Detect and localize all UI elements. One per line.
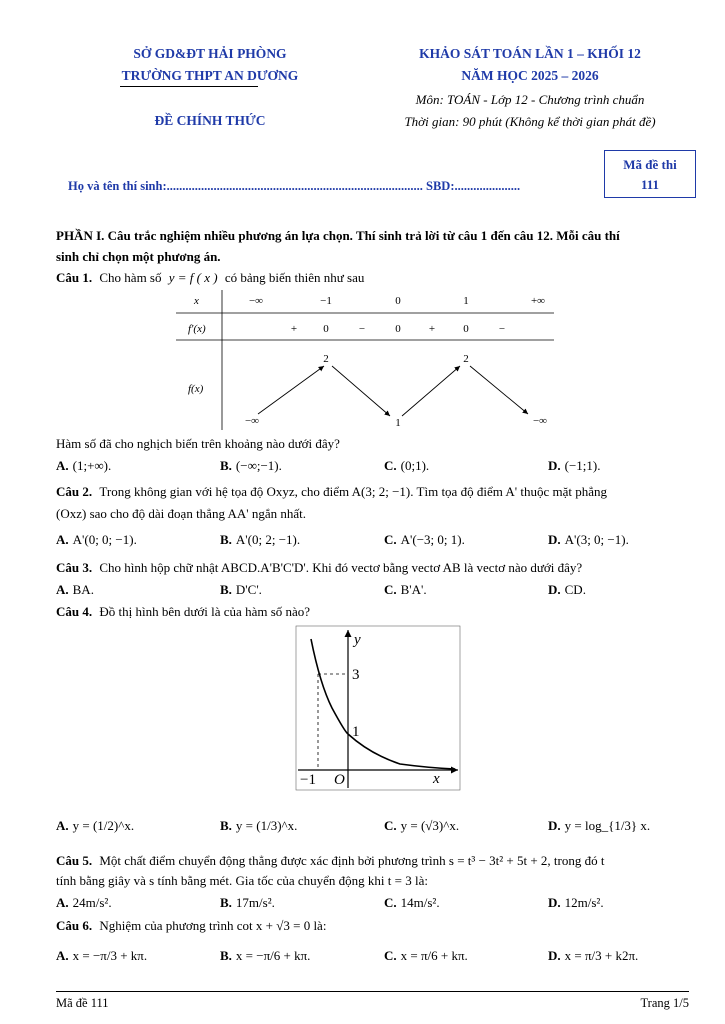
option-text: x = −π/6 + kπ. xyxy=(235,948,311,963)
q5-line2: tính bằng giây và s tính bằng mét. Gia tốc của chuyển động khi t = 3 là: xyxy=(56,873,428,888)
candidate-line: Họ và tên thí sinh:.................................................................................. SBD:..................... xyxy=(68,179,521,193)
row-label-x: x xyxy=(194,295,199,307)
q2-text-1: Trong không gian với hệ tọa độ Oxyz, cho điểm A(3; 2; −1). Tìm tọa độ điểm A' thuộc mặt phẳng xyxy=(99,484,607,499)
q4-option-c xyxy=(384,818,459,834)
q2-option-d xyxy=(548,532,629,548)
q3-line1 xyxy=(56,560,689,576)
duration-line: Thời gian: 90 phút (Không kể thời gian phát đề) xyxy=(404,114,656,129)
option-label: C. xyxy=(384,948,397,963)
option-text: x = π/6 + kπ. xyxy=(400,948,468,963)
arrow-up-2 xyxy=(402,366,460,416)
school-year: NĂM HỌC 2025 – 2026 xyxy=(461,68,599,83)
f-limit-value: −∞ xyxy=(532,415,548,427)
x-axis-label: x xyxy=(433,771,440,787)
option-text: (−1;1). xyxy=(564,458,601,473)
option-text: 24m/s². xyxy=(72,895,112,910)
q5-option-a xyxy=(56,895,112,911)
q5-text-1: Một chất điểm chuyển động thẳng được xác định bởi phương trình s = t³ − 3t² + 5t + 2, trong đó t xyxy=(99,853,605,868)
q1-option-a xyxy=(56,458,111,474)
q6-label: Câu 6. xyxy=(56,918,93,933)
x-value: 1 xyxy=(463,295,469,307)
sign-value: 0 xyxy=(323,323,329,335)
exam-code-value: 111 xyxy=(640,177,660,192)
q3-option-b xyxy=(220,582,262,598)
dept-name: SỞ GD&ĐT HẢI PHÒNG xyxy=(133,46,287,61)
f-min-value: 1 xyxy=(395,417,401,429)
arrow-up-1 xyxy=(258,366,324,414)
q5-line1 xyxy=(56,853,689,869)
q2-option-c xyxy=(384,532,465,548)
option-label: B. xyxy=(220,458,232,473)
q1-option-b xyxy=(220,458,282,474)
q1-label: Câu 1. xyxy=(56,270,93,285)
q6-option-c xyxy=(384,948,468,964)
q4-text-1: Đồ thị hình bên dưới là của hàm số nào? xyxy=(99,604,311,619)
tick-xm1: −1 xyxy=(300,772,316,788)
sign-value: 0 xyxy=(463,323,469,335)
option-text: x = −π/3 + kπ. xyxy=(72,948,148,963)
row-label-fprime: f'(x) xyxy=(188,323,206,335)
option-label: B. xyxy=(220,818,232,833)
q1-text-b: có bảng biến thiên như sau xyxy=(224,270,365,285)
x-value: 0 xyxy=(395,295,401,307)
q4-line1 xyxy=(56,604,689,620)
q2-option-b xyxy=(220,532,300,548)
option-text: D'C'. xyxy=(235,582,262,597)
option-label: B. xyxy=(220,895,232,910)
option-label: A. xyxy=(56,818,69,833)
option-text: 17m/s². xyxy=(235,895,275,910)
option-text: 14m/s². xyxy=(400,895,440,910)
q6-text-1: Nghiệm của phương trình cot x + √3 = 0 là: xyxy=(99,918,327,933)
sign-value: − xyxy=(498,323,506,335)
option-label: D. xyxy=(548,532,561,547)
option-text: y = (√3)^x. xyxy=(400,818,460,833)
q2-option-a xyxy=(56,532,137,548)
exam-title: KHẢO SÁT TOÁN LẦN 1 – KHỐI 12 xyxy=(419,46,641,61)
y-axis-label: y xyxy=(354,632,361,648)
graph-curve xyxy=(311,639,455,769)
option-label: D. xyxy=(548,948,561,963)
q6-option-d xyxy=(548,948,638,964)
option-label: A. xyxy=(56,948,69,963)
option-label: A. xyxy=(56,458,69,473)
exam-code-label: Mã đề thi xyxy=(623,157,677,172)
q3-label: Câu 3. xyxy=(56,560,93,575)
option-text: A'(0; 0; −1). xyxy=(72,532,137,547)
q3-option-d xyxy=(548,582,586,598)
footer-page: Trang 1/5 xyxy=(640,996,689,1010)
x-value: +∞ xyxy=(530,295,546,307)
f-max-value: 2 xyxy=(323,353,329,365)
option-label: C. xyxy=(384,582,397,597)
school-underline xyxy=(120,86,258,87)
x-value: −1 xyxy=(320,295,332,307)
q4-label: Câu 4. xyxy=(56,604,93,619)
q1-option-c xyxy=(384,458,429,474)
option-text: A'(−3; 0; 1). xyxy=(400,532,465,547)
option-text: 12m/s². xyxy=(564,895,604,910)
q3-option-c xyxy=(384,582,427,598)
q1-question: Hàm số đã cho nghịch biến trên khoảng nào dưới đây? xyxy=(56,436,340,451)
option-label: D. xyxy=(548,582,561,597)
q1-text-a: Cho hàm số xyxy=(99,270,162,285)
arrow-down-2 xyxy=(470,366,528,414)
q2-line2: (Oxz) sao cho độ dài đoạn thẳng AA' ngắn nhất. xyxy=(56,506,307,521)
q6-option-a xyxy=(56,948,147,964)
q5-label: Câu 5. xyxy=(56,853,93,868)
q2-line1 xyxy=(56,484,689,500)
q4-option-d xyxy=(548,818,650,834)
option-label: C. xyxy=(384,818,397,833)
part1-heading-2: sinh chỉ chọn một phương án. xyxy=(56,249,221,264)
option-text: y = (1/3)^x. xyxy=(235,818,298,833)
school-name: TRƯỜNG THPT AN DƯƠNG xyxy=(121,68,299,83)
option-label: A. xyxy=(56,582,69,597)
option-label: D. xyxy=(548,818,561,833)
x-value: −∞ xyxy=(248,295,264,307)
sign-value: 0 xyxy=(395,323,401,335)
q5-option-c xyxy=(384,895,440,911)
q4-graph xyxy=(290,624,466,796)
option-text: A'(0; 2; −1). xyxy=(235,532,301,547)
sign-value: + xyxy=(428,323,436,335)
q6-option-b xyxy=(220,948,310,964)
option-label: D. xyxy=(548,895,561,910)
q6-line1 xyxy=(56,918,689,934)
q5-option-b xyxy=(220,895,275,911)
q3-text-1: Cho hình hộp chữ nhật ABCD.A'B'C'D'. Khi đó vectơ bằng vectơ AB là vectơ nào dưới đây? xyxy=(99,560,583,575)
option-text: BA. xyxy=(72,582,94,597)
arrow-down-1 xyxy=(332,366,390,416)
q4-option-a xyxy=(56,818,134,834)
sign-value: + xyxy=(290,323,298,335)
q1-func: y = f ( x ) xyxy=(168,270,218,285)
option-label: C. xyxy=(384,532,397,547)
q2-label: Câu 2. xyxy=(56,484,93,499)
option-label: B. xyxy=(220,948,232,963)
option-text: x = π/3 + k2π. xyxy=(564,948,639,963)
tick-y3: 3 xyxy=(352,667,360,683)
variation-table xyxy=(176,290,556,430)
option-label: B. xyxy=(220,532,232,547)
q3-option-a xyxy=(56,582,94,598)
exam-code-box xyxy=(604,150,696,198)
q1-option-d xyxy=(548,458,601,474)
f-limit-value: −∞ xyxy=(244,415,260,427)
row-label-f: f(x) xyxy=(188,383,204,395)
option-text: B'A'. xyxy=(400,582,427,597)
q5-option-d xyxy=(548,895,604,911)
f-max-value: 2 xyxy=(463,353,469,365)
option-label: A. xyxy=(56,532,69,547)
part1-heading-1: PHẦN I. Câu trắc nghiệm nhiều phương án lựa chọn. Thí sinh trả lời từ câu 1 đến câu 12. Mỗi câu thí xyxy=(56,228,620,243)
q1-stem xyxy=(56,270,689,286)
sign-value: − xyxy=(358,323,366,335)
option-label: B. xyxy=(220,582,232,597)
origin-label: O xyxy=(334,772,345,788)
q4-option-b xyxy=(220,818,297,834)
option-label: C. xyxy=(384,895,397,910)
footer-code: Mã đề 111 xyxy=(56,996,109,1010)
option-text: y = log_{1/3} x. xyxy=(564,818,651,833)
option-text: CD. xyxy=(564,582,586,597)
option-text: (0;1). xyxy=(400,458,430,473)
footer-rule xyxy=(56,991,689,992)
tick-y1: 1 xyxy=(352,724,360,740)
subject-line: Môn: TOÁN - Lớp 12 - Chương trình chuẩn xyxy=(415,92,645,107)
option-text: A'(3; 0; −1). xyxy=(564,532,629,547)
option-label: D. xyxy=(548,458,561,473)
official-label: ĐỀ CHÍNH THỨC xyxy=(154,113,266,128)
option-text: (1;+∞). xyxy=(72,458,112,473)
option-label: A. xyxy=(56,895,69,910)
option-text: y = (1/2)^x. xyxy=(72,818,135,833)
option-label: C. xyxy=(384,458,397,473)
option-text: (−∞;−1). xyxy=(235,458,282,473)
